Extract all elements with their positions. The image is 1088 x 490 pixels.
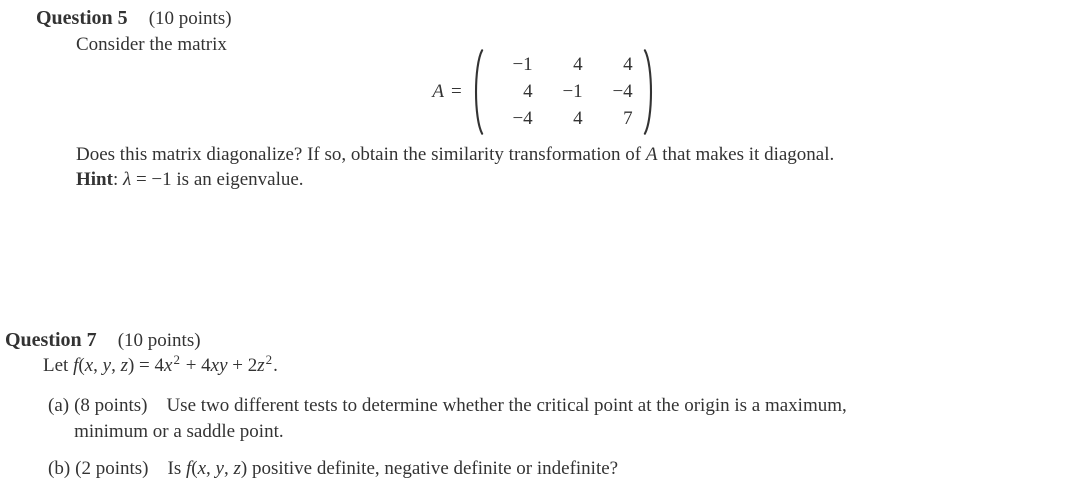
text-segment: that makes it diagonal. — [657, 144, 835, 165]
text-segment: : — [112, 169, 123, 190]
matrix-cell: 4 — [573, 54, 583, 75]
text-segment: + 4 — [180, 355, 211, 376]
text-segment: , — [93, 355, 103, 376]
item-a-marker: (a) — [48, 395, 70, 416]
question5-title: Question 5 — [36, 7, 128, 29]
text-segment: , — [111, 355, 121, 376]
item-b-marker: (b) — [48, 458, 71, 479]
matrix-cells — [484, 50, 643, 134]
question7-title: Question 7 — [5, 329, 97, 351]
text-segment: z — [120, 355, 128, 376]
text-segment: ) positive definite, negative definite or indefinite? — [240, 458, 619, 479]
matrix-cell: 4 — [523, 81, 533, 102]
text-segment: Let — [43, 355, 74, 376]
item-a-text — [74, 393, 847, 445]
text-segment: , — [223, 458, 234, 479]
question7-item-a — [48, 393, 1088, 445]
question5-heading — [36, 6, 1088, 31]
matrix-cell: 4 — [623, 54, 633, 75]
question7-intro-formula — [43, 353, 1088, 380]
text-segment: y — [102, 355, 112, 376]
question7-item-b — [48, 456, 1088, 482]
equals-sign: = — [450, 81, 462, 102]
text-segment: f — [185, 458, 192, 479]
question5-points: (10 points) — [148, 8, 232, 29]
text-segment: ( — [191, 458, 198, 479]
text-segment: , — [206, 458, 216, 479]
text-segment: (2 points) Is — [75, 458, 186, 479]
text-segment: x — [84, 355, 94, 376]
text-segment: 2 — [265, 352, 273, 367]
text-segment: . — [273, 355, 278, 376]
matrix-cell: −4 — [512, 108, 533, 129]
text-segment: y — [215, 458, 224, 479]
text-segment: = −1 is an eigenvalue. — [131, 169, 304, 190]
text-segment: + 2 — [227, 355, 258, 376]
question7-heading — [5, 328, 1088, 353]
text-segment: z — [257, 355, 265, 376]
text-segment: f — [73, 355, 79, 376]
matrix-variable: A — [432, 81, 444, 102]
text-segment: λ — [122, 169, 132, 190]
text-segment: z — [233, 458, 241, 479]
text-segment: 2 — [173, 352, 180, 367]
text-segment: minimum or a saddle point. — [74, 421, 284, 442]
matrix-cell: −4 — [612, 81, 633, 102]
item-b-line1 — [75, 456, 618, 482]
text-segment: ) = 4 — [127, 355, 165, 376]
right-paren-icon — [643, 49, 656, 135]
item-a-line1 — [74, 393, 847, 419]
matrix-cell: −1 — [512, 54, 533, 75]
item-a-line2 — [74, 419, 847, 445]
text-segment: ( — [78, 355, 85, 376]
text-segment: x — [197, 458, 207, 479]
question5-intro: Consider the matrix — [76, 34, 227, 55]
question5-body-text — [76, 142, 1088, 167]
left-paren-icon — [471, 49, 484, 135]
text-segment: x — [164, 355, 173, 376]
text-segment: Hint — [76, 169, 113, 190]
question7-points: (10 points) — [117, 330, 201, 351]
text-segment: xy — [210, 355, 228, 376]
question5-hint-text — [76, 167, 1088, 192]
matrix-cell: −1 — [562, 81, 583, 102]
matrix-equation — [0, 49, 1088, 135]
matrix-cell: 4 — [573, 108, 583, 129]
item-b-text — [75, 456, 618, 482]
text-segment: (8 points) Use two different tests to determine whether the critical point at the origin is a maximum, — [74, 395, 847, 416]
text-segment: Does this matrix diagonalize? If so, obtain the similarity transformation of — [76, 144, 646, 165]
exam-document-page — [0, 6, 1088, 490]
matrix-cell: 7 — [623, 108, 633, 129]
text-segment: A — [645, 144, 658, 165]
